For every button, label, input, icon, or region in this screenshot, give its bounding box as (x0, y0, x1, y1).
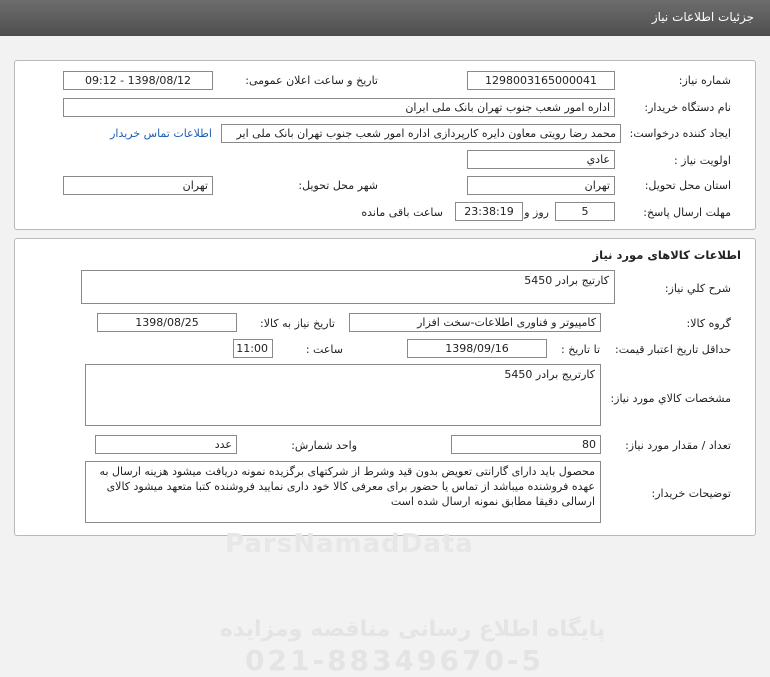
notes-field[interactable]: محصول باید دارای گارانتی تعویض بدون قید وشرط از شرکتهای برگزیده نمونه دریافت میشود هزینه ارسال به عهده فروشنده میباشد از تماس یا حضور برای معرفی کالا خود داری نمایید فروشنده کتبا متعهد میشود کالای ارسالی دقیقا مطابق نمونه ارسال شده است (85, 461, 601, 523)
province-field[interactable]: تهران (467, 176, 615, 195)
group-label: گروه کالا: (686, 317, 731, 330)
buyer-field[interactable]: اداره امور شعب جنوب تهران بانک ملی ایران (63, 98, 615, 117)
announce-label: تاریخ و ساعت اعلان عمومی: (245, 74, 378, 87)
goods-info-panel (14, 238, 756, 677)
group-field[interactable]: کامپیوتر و فناوری اطلاعات-سخت افزار (349, 313, 601, 332)
city-field[interactable]: تهران (63, 176, 213, 195)
deadline-days-field[interactable]: 5 (555, 202, 615, 221)
hour-label: ساعت : (305, 343, 343, 356)
deadline-time-field[interactable]: 23:38:19 (455, 202, 523, 221)
creator-field[interactable]: محمد رضا رویتی معاون دایره کارپردازی اداره امور شعب جنوب تهران بانک ملی ایر (221, 124, 621, 143)
need-number-label: شماره نیاز: (678, 74, 731, 87)
title-bar (0, 0, 770, 36)
unit-label: واحد شمارش: (291, 439, 357, 452)
until-label: تا تاریخ : (561, 343, 600, 356)
watermark-slogan: پایگاه اطلاع رسانی مناقصه ومزایده (220, 617, 606, 642)
notes-label: توضیحات خریدار: (651, 487, 731, 500)
announce-field[interactable]: 1398/08/12 - 09:12 (63, 71, 213, 90)
validity-time-field[interactable]: 11:00 (233, 339, 273, 358)
goods-section-title: اطلاعات کالاهای مورد نیاز (592, 248, 741, 262)
buyer-label: نام دستگاه خریدار: (644, 101, 731, 114)
province-label: استان محل تحویل: (644, 179, 731, 192)
creator-label: ایجاد کننده درخواست: (629, 127, 731, 140)
priority-label: اولویت نیاز : (673, 154, 731, 167)
unit-field[interactable]: عدد (95, 435, 237, 454)
deadline-label: مهلت ارسال پاسخ: (643, 206, 731, 219)
city-label: شهر محل تحویل: (298, 179, 378, 192)
need-date-field[interactable]: 1398/08/25 (97, 313, 237, 332)
need-date-label: تاریخ نیاز به کالا: (260, 317, 335, 330)
validity-date-field[interactable]: 1398/09/16 (407, 339, 547, 358)
spec-field[interactable]: کارتریج برادر 5450 (85, 364, 601, 426)
qty-label: تعداد / مقدار مورد نیاز: (625, 439, 731, 452)
contact-buyer-link[interactable]: اطلاعات تماس خریدار (110, 127, 212, 140)
summary-label: شرح کلي نياز: (664, 282, 731, 295)
need-number-field[interactable]: 1298003165000041 (467, 71, 615, 90)
window-title: جزئیات اطلاعات نیاز (651, 10, 754, 24)
remaining-text: ساعت باقی مانده (361, 206, 443, 219)
days-word: روز و (524, 206, 549, 219)
priority-field[interactable]: عادي (467, 150, 615, 169)
validity-label: حداقل تاریخ اعتبار قیمت: (615, 343, 731, 356)
watermark-brand: ParsNamadData (225, 529, 474, 559)
qty-field[interactable]: 80 (451, 435, 601, 454)
request-info-panel (14, 60, 756, 230)
watermark-phone: 021-88349670-5 (245, 644, 545, 677)
summary-field[interactable]: کارتیج برادر 5450 (81, 270, 615, 304)
spec-label: مشخصات کالاي مورد نياز: (610, 392, 731, 405)
